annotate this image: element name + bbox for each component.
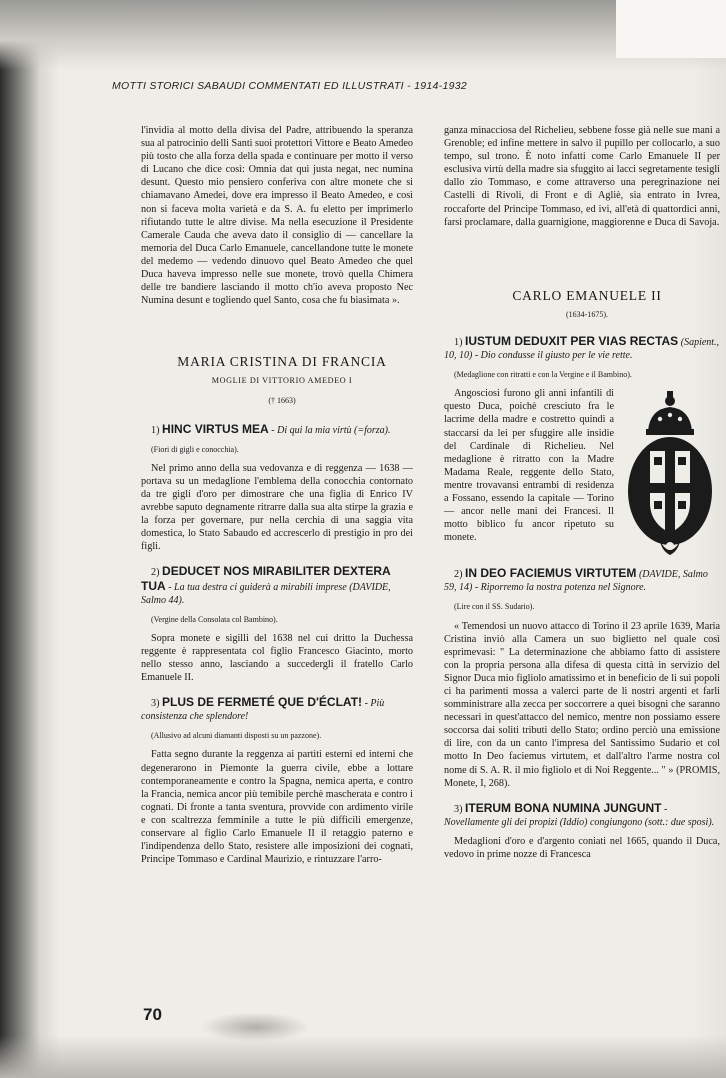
- motto-text: HINC VIRTUS MEA: [162, 421, 269, 436]
- section-subtitle: MOGLIE DI VITTORIO AMEDEO I: [211, 376, 353, 386]
- motto-text: ITERUM BONA NUMINA JUNGUNT: [465, 800, 662, 815]
- motto-number: 3): [151, 698, 160, 710]
- motto-translation: - Novellamente gli dei propizi (Iddio) congiungono (sott.: due sposi).: [444, 803, 715, 828]
- motto-heading: [141, 565, 413, 606]
- motto-text: DEDUCET NOS MIRABILITER DEXTERA TUA: [141, 564, 391, 593]
- motto-body: Nel primo anno della sua vedovanza e di reggenza — 1638 — portava su un medaglione l'emblema della conocchia contornato da tre gigli d'oro per dimostrare che una figlia di Enrico IV avrebbe saputo degnamente ritrarre dalla sua alta stirpe la grazia e la forza per governare, pur nella cerchia di una saggia vita domestica, lo Stato Sabaudo ed accrescerlo di prestigio in pro dei figli.: [141, 462, 413, 553]
- motto-translation: (Sapient., 10, 10) - Dio condusse il giusto per le vie rette.: [444, 336, 720, 362]
- motto-translation: - Di qui la mia virtù (=forza).: [271, 424, 391, 436]
- section-date: († 1663): [268, 395, 296, 405]
- motto-note: (Fiori di gigli e conocchia).: [151, 444, 239, 454]
- savoy-coat-of-arms-icon: [620, 391, 720, 559]
- intro-paragraph: l'invidia al motto della divisa del Padre, attribuendo la speranza sua al patrocinio delli Santi suoi protettori Vittore e Beato Amedeo più tosto che alla forza della spada e continuare per motto il verso di Lucano che dice così: Omnia dat qui justa negat, nec numina desunt. Questo mio pensiero conferiva con altre monete che si chiamavano Amedei, dove era impresso il Beato Amedeo, e così non si faceva molta varietà e da S. A. fu eletto per imprimerlo rifiutando tutte le altre divise. Ma nella esecuzione il Presidente Camerale Cauda che aveva dato il consiglio di — cancellare la memoria del Duca Carlo Emanuele, cancellandone tutte le monete del medemo — vedendo dinuovo quel Beato Amedeo che quel Duca haveva impresso nelle sue monete, trovò quella Chimera delle tre bandiere lasciando il motto ch'io aveva proposto Nec Numina desunt e togliendo quel Santo, cosa che fu biasimata ».: [141, 125, 413, 307]
- section-date: (1634-1675).: [566, 309, 608, 319]
- motto-note: (Vergine della Consolata col Bambino).: [151, 614, 278, 624]
- motto-heading: [444, 802, 720, 829]
- motto-note: (Medaglione con ritratti e con la Vergine e il Bambino).: [454, 370, 632, 380]
- paper-corner: [616, 0, 726, 58]
- motto-number: 1): [151, 424, 160, 436]
- left-column: [141, 124, 413, 872]
- motto-body: Fatta segno durante la reggenza ai partiti esterni ed interni che degenerarono in Piemonte la guerra civile, ebbe a lottare contemporaneamente e contro la Spagna, nemica aperta, e contro la Francia, nemica ancor più temibile perchè mascherata e contro i cognati. Di fronte a tanta sventura, provvide con ardimento virile e con scaltrezza femminile a tutte le più difficili emergenze, conservare al figlio Carlo Emanuele II il retaggio paterno e l'indipendenza dello Stato, resistere alle imposizioni dei cognati, Principe Tommaso e Cardinal Maurizio, e rintuzzare l'arro-: [141, 749, 413, 866]
- motto-heading: [444, 335, 720, 362]
- motto-number: 1): [454, 336, 463, 348]
- motto-note: (Allusivo ad alcuni diamanti disposti su un pazzone).: [151, 731, 322, 741]
- motto-body: Medaglioni d'oro e d'argento coniati nel 1665, quando il Duca, vedovo in prime nozze di Francesca: [444, 835, 720, 860]
- motto-translation: - La tua destra ci guiderà a mirabili imprese (DAVIDE, Salmo 44).: [141, 581, 391, 606]
- motto-text: PLUS DE FERMETÉ QUE D'ÉCLAT!: [162, 695, 363, 710]
- motto-heading: [141, 696, 413, 723]
- motto-translation: (DAVIDE, Salmo 59, 14) - Riporremo la nostra potenza nel Signore.: [444, 569, 708, 594]
- motto-text: IN DEO FACIEMUS VIRTUTEM: [465, 566, 637, 581]
- motto-body: Sopra monete e sigilli del 1638 nel cui dritto la Duchessa reggente è rappresentata col figlio Francesco Giacinto, morto nello stesso anno, lasciando a succedergli il fratello Carlo Emanuele II.: [141, 632, 413, 684]
- motto-heading: [141, 423, 413, 437]
- motto-note: (Lire con il SS. Sudario).: [454, 602, 535, 612]
- motto-number: 2): [151, 567, 160, 579]
- motto-translation: - Più consistenza che splendore!: [141, 698, 385, 723]
- intro-paragraph: ganza minacciosa del Richelieu, sebbene fosse già nelle sue mani a Grenoble; ed infine mettere in salvo il pupillo per collocarlo, a suo tempo, sul trono. È noto infatti come Carlo Emanuele II per esclusiva virtù della madre sia sfuggito ai lacci segretamente tesigli dallo zio Tommaso, e come attraverso una peregrinazione nei Castelli di Rivoli, di Front e di Agliè, sia entrato in Ivrea, roccaforte del Principe Tommaso, ed ivi, all'età di quattordici anni, farsi proclamare, dalla guarnigione, maggiorenne e Duca di Savoja.: [444, 125, 720, 228]
- section-title: MARIA CRISTINA DI FRANCIA: [177, 354, 387, 370]
- motto-body: « Temendosi un nuovo attacco di Torino il 23 aprile 1639, Maria Cristina inviò alla Camera un suo biglietto nel quale così esprimevasi: " La determinazione che abbiamo fatto di assistere con la propria persona alla difesa di questa città in servizio del Signor Duca mio figliolo amatissimo et in beneficio de li sui popoli ci ha parimenti mossa a valerci parte de li nostri argenti et farli somministrare alla zecca per soccorrere a quei bisogni che saranno necessari in quest'attacco del nemico, mentre non possiamo essere soccorsa dai soliti tributi dello Stato; ordino perciò una emissione di lire, con da un canto l'impresa del Santissimo Sudario et col motto In Deo faciemus virtutem, et dall'altro l'arme nostra col nome di S. A. R. il mio figliolo et di Noi Reggente... " » (PROMIS, Monete, I, 268).: [444, 620, 720, 789]
- motto-number: 2): [454, 569, 463, 581]
- right-column: [444, 124, 720, 867]
- scan-shadow-bottom: [0, 1035, 726, 1078]
- motto-body: Angosciosi furono gli anni infantili di questo Duca, poichè cresciuto fra le lacrime della madre e costretto quindi a staccarsi da lei per sfuggire alle insidie del Cardinale di Richelieu. Nel medaglione è ritratto con la Madre Madama Reale, reggente dello Stato, mentre trovavansi entrambi di residenza a Fossano, essendo la capitale — Torino — ancor nelle mani dei Francesi. Il motto biblico fu ancor ripetuto su monete.: [444, 388, 614, 544]
- motto-number: 3): [454, 803, 463, 815]
- section-title: CARLO EMANUELE II: [512, 287, 662, 303]
- running-header: MOTTI STORICI SABAUDI COMMENTATI ED ILLUSTRATI - 1914-1932: [112, 80, 468, 92]
- page-number: 70: [143, 1005, 162, 1024]
- motto-text: IUSTUM DEDUXIT PER VIAS RECTAS: [465, 333, 679, 348]
- motto-heading: [444, 567, 720, 594]
